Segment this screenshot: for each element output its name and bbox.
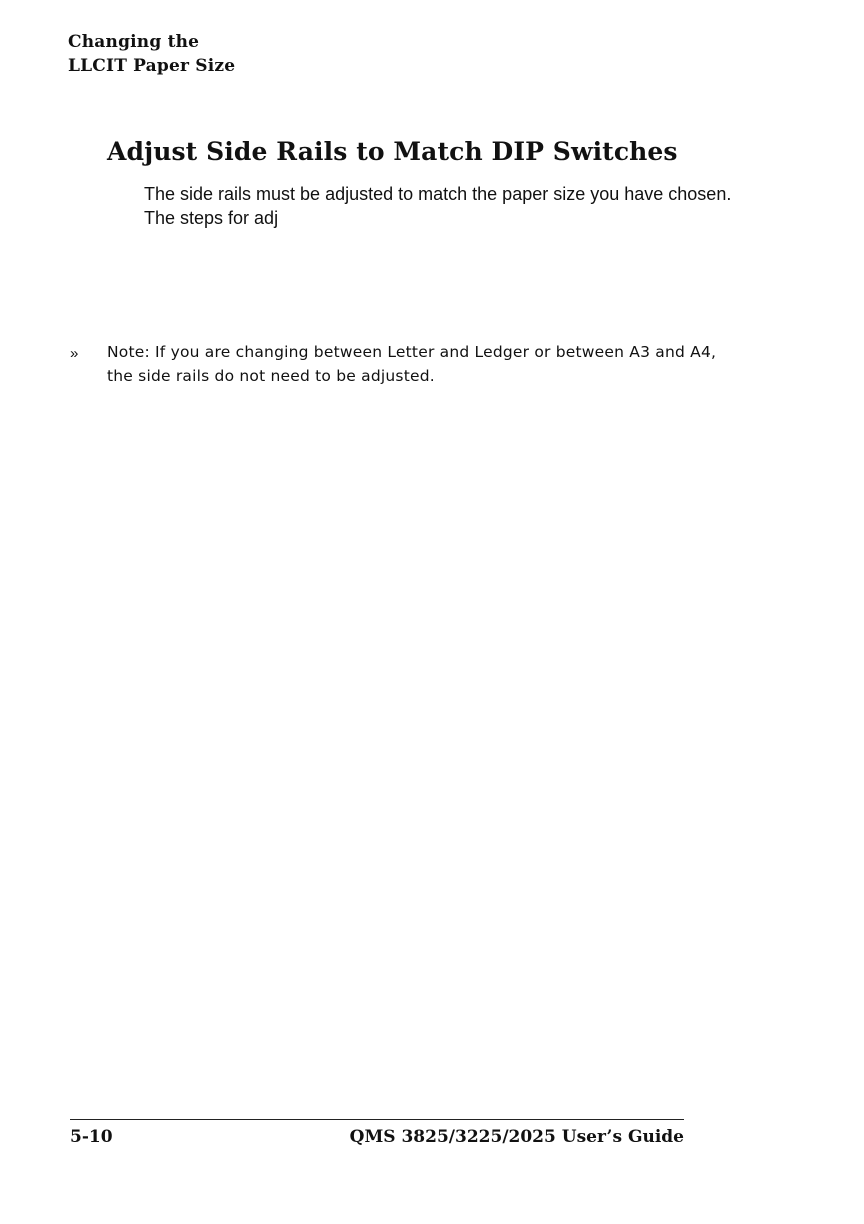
note-text: Note: If you are changing between Letter and Ledger or between A3 and A4, the side rails do not need to be adjusted. bbox=[107, 343, 717, 385]
note-marker-icon: » bbox=[70, 345, 79, 362]
footer-page-number: 5-10 bbox=[70, 1127, 113, 1147]
section-heading: Adjust Side Rails to Match DIP Switches bbox=[107, 137, 678, 166]
running-head-line-1: Changing the bbox=[68, 32, 200, 52]
footer-divider bbox=[70, 1119, 684, 1120]
footer-guide-title: QMS 3825/3225/2025 User’s Guide bbox=[349, 1127, 684, 1147]
running-head bbox=[68, 30, 235, 78]
running-head-line-2: LLCIT Paper Size bbox=[68, 56, 236, 76]
body-paragraph: The side rails must be adjusted to match the paper size you have chosen. The steps for adj bbox=[144, 184, 732, 228]
